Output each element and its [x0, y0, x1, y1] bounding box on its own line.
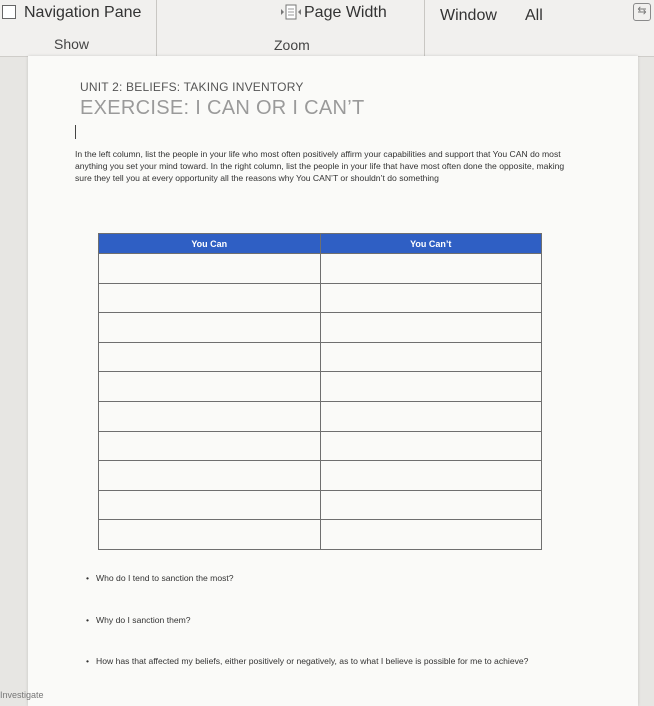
- unit-title: UNIT 2: BELIEFS: TAKING INVENTORY: [80, 80, 304, 94]
- page-width-button[interactable]: Page Width: [304, 4, 387, 21]
- group-divider: [424, 0, 425, 56]
- you-can-cell[interactable]: [99, 401, 321, 431]
- question-item: [86, 572, 234, 584]
- text-cursor: [75, 125, 76, 139]
- bullet-icon: •: [86, 656, 90, 666]
- table-row: [99, 254, 542, 284]
- table-row: [99, 520, 542, 550]
- question-item: [86, 614, 191, 626]
- table-row: [99, 313, 542, 343]
- table-row: [99, 283, 542, 313]
- you-can-cell[interactable]: [99, 431, 321, 461]
- you-can-table[interactable]: [98, 233, 542, 550]
- group-divider: [156, 0, 157, 56]
- all-button[interactable]: All: [525, 7, 543, 24]
- question-text: Who do I tend to sanction the most?: [96, 573, 234, 583]
- table-row: [99, 431, 542, 461]
- you-can-cell[interactable]: [99, 342, 321, 372]
- navigation-pane-label[interactable]: Navigation Pane: [24, 4, 142, 21]
- switch-windows-icon[interactable]: ⇆: [633, 3, 651, 21]
- you-cant-header: You Can’t: [320, 234, 542, 254]
- window-button[interactable]: Window: [440, 7, 497, 24]
- you-can-cell[interactable]: [99, 490, 321, 520]
- you-cant-cell[interactable]: [320, 461, 542, 491]
- table-row: [99, 490, 542, 520]
- you-cant-cell[interactable]: [320, 520, 542, 550]
- question-item: [86, 655, 556, 667]
- you-can-cell[interactable]: [99, 313, 321, 343]
- investigate-label: Investigate: [0, 690, 44, 700]
- you-cant-cell[interactable]: [320, 254, 542, 284]
- exercise-title: EXERCISE: I CAN OR I CAN’T: [80, 97, 365, 119]
- ribbon-toolbar: [0, 0, 654, 57]
- you-can-cell[interactable]: [99, 283, 321, 313]
- instructions-paragraph: In the left column, list the people in your life who most often positively affirm your capabilities and support that You CAN do most anything you set your mind toward. In the right column, list the people in your life that have most often done the opposite, making sure they tell you at every opportunity all the reasons why You CAN’T or shouldn’t do something: [75, 149, 565, 183]
- you-cant-cell[interactable]: [320, 490, 542, 520]
- question-text: Why do I sanction them?: [96, 615, 191, 625]
- table-header-row: [99, 234, 542, 254]
- table-row: [99, 372, 542, 402]
- you-can-cell[interactable]: [99, 461, 321, 491]
- question-text: How has that affected my beliefs, either positively or negatively, as to what I believe is possible for me to achieve?: [96, 656, 529, 666]
- bullet-icon: •: [86, 573, 90, 583]
- show-group-label: Show: [54, 36, 90, 52]
- you-cant-cell[interactable]: [320, 372, 542, 402]
- you-cant-cell[interactable]: [320, 431, 542, 461]
- you-can-header: You Can: [99, 234, 321, 254]
- bullet-icon: •: [86, 615, 90, 625]
- zoom-group-label: Zoom: [274, 37, 310, 53]
- document-page[interactable]: [28, 56, 638, 706]
- table-row: [99, 342, 542, 372]
- you-cant-cell[interactable]: [320, 401, 542, 431]
- table-row: [99, 461, 542, 491]
- you-can-cell[interactable]: [99, 254, 321, 284]
- you-cant-cell[interactable]: [320, 342, 542, 372]
- you-can-cell[interactable]: [99, 520, 321, 550]
- you-cant-cell[interactable]: [320, 283, 542, 313]
- navigation-pane-checkbox[interactable]: [2, 5, 16, 19]
- you-can-cell[interactable]: [99, 372, 321, 402]
- table-row: [99, 401, 542, 431]
- you-cant-cell[interactable]: [320, 313, 542, 343]
- page-width-icon[interactable]: [280, 3, 302, 21]
